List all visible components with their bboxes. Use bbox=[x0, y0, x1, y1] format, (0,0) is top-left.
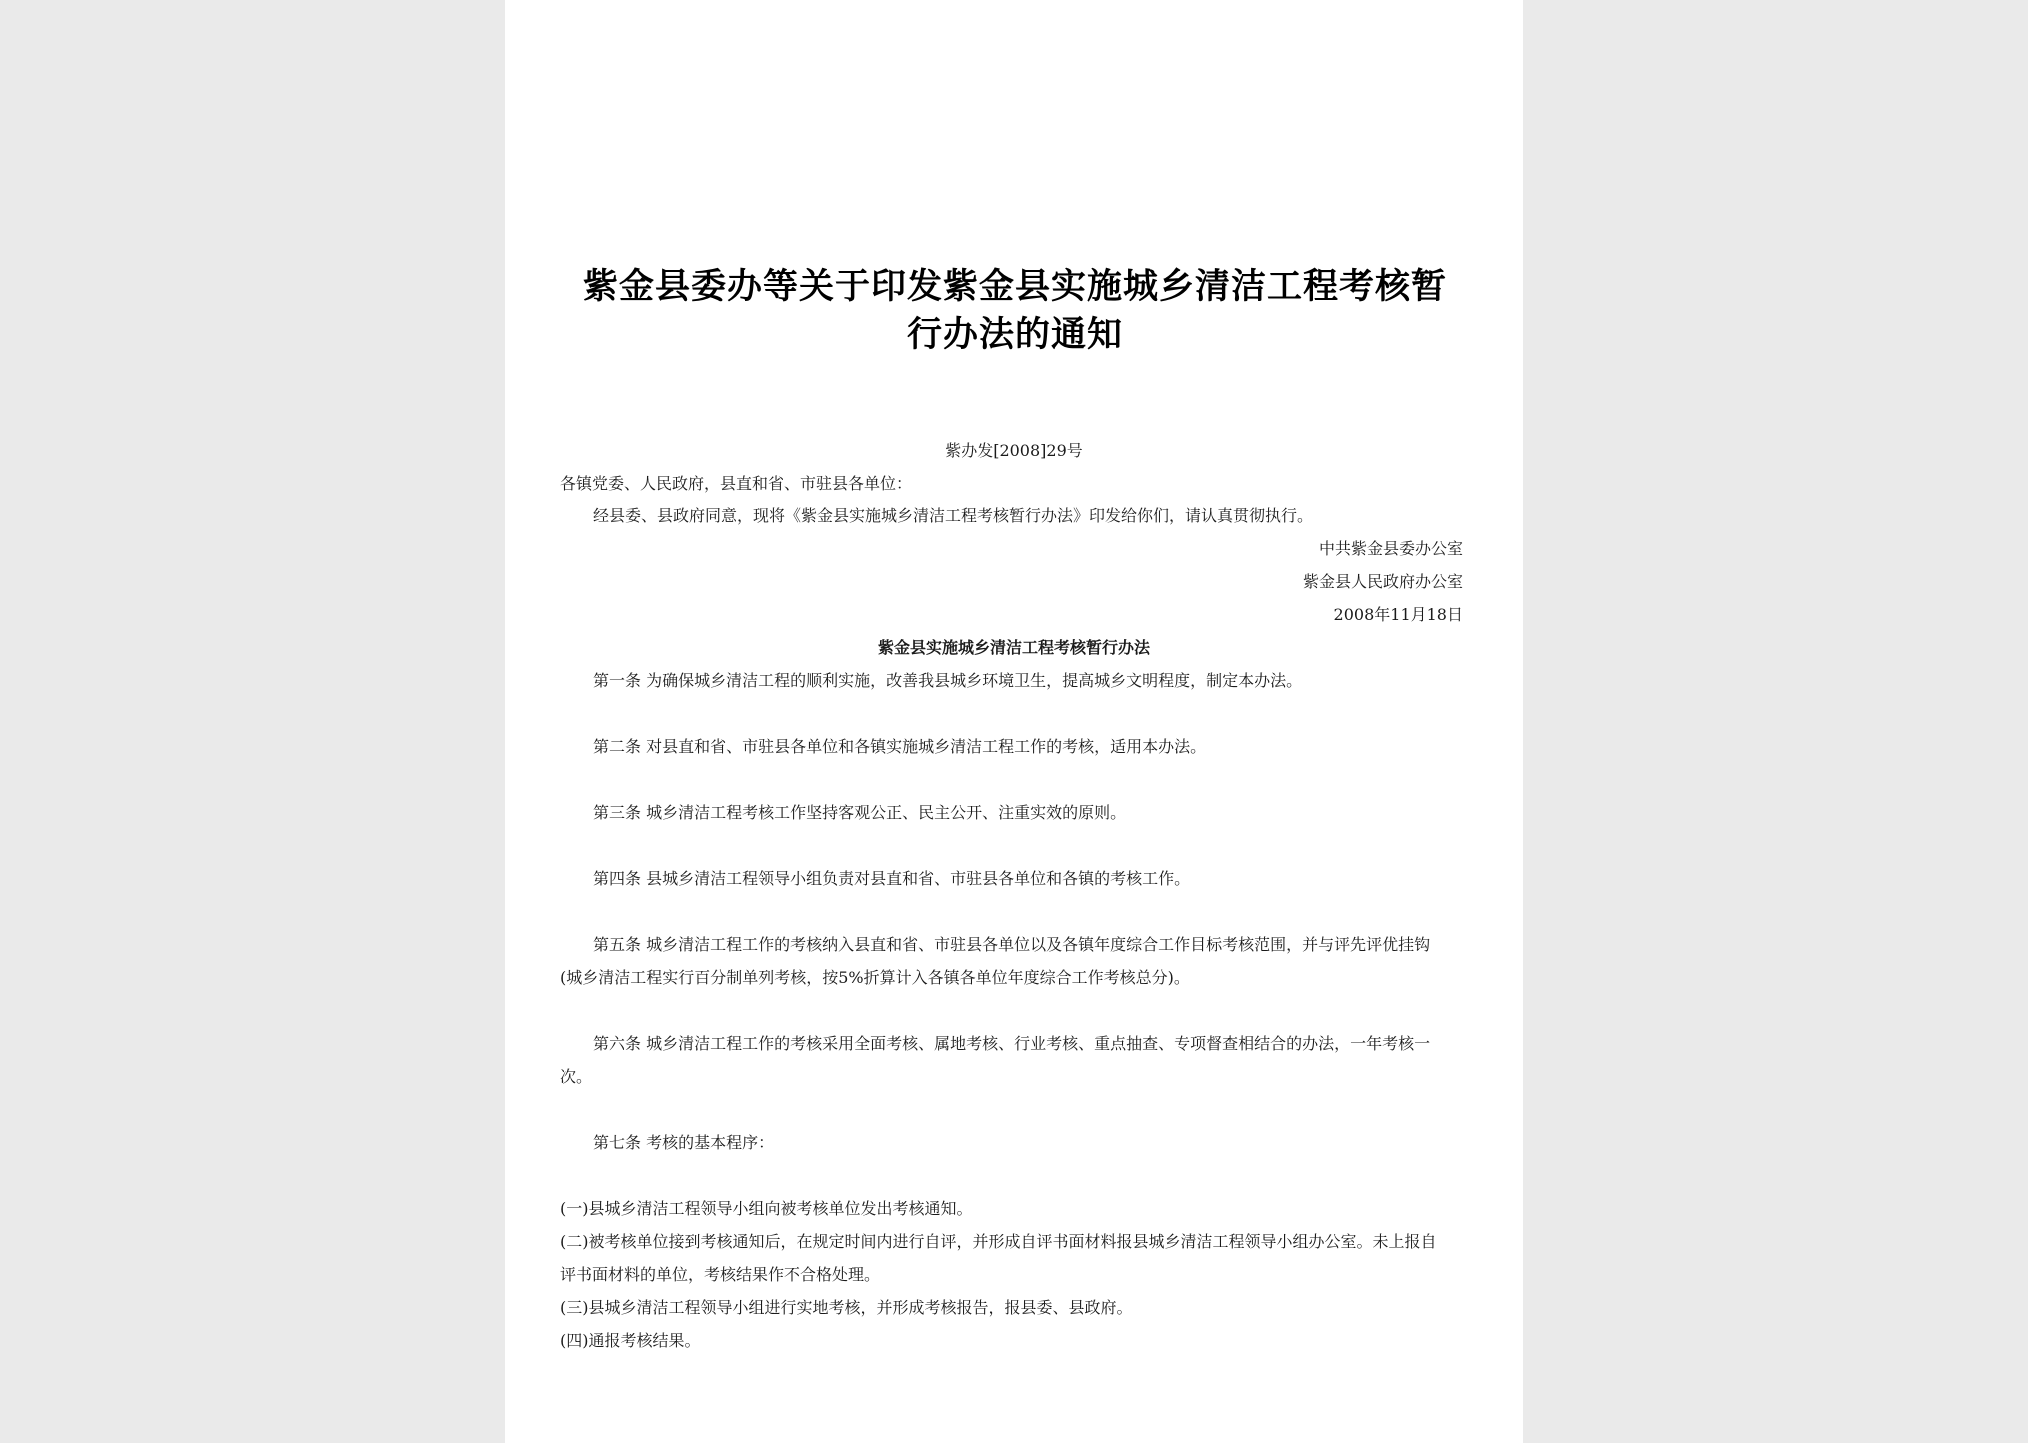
signer-party-office: 中共紫金县委办公室 bbox=[1318, 539, 1463, 558]
procedure-step-2-line-1: (二)被考核单位接到考核通知后，在规定时间内进行自评，并形成自评书面材料报县城乡清洁工程领导小组办公室。未上报自 bbox=[560, 1232, 1437, 1251]
article-5-line-2: (城乡清洁工程实行百分制单列考核，按5%折算计入各镇各单位年度综合工作考核总分)。 bbox=[560, 968, 1190, 987]
issue-date: 2008年11月18日 bbox=[1333, 605, 1463, 624]
procedure-step-3: (三)县城乡清洁工程领导小组进行实地考核，并形成考核报告，报县委、县政府。 bbox=[560, 1298, 1133, 1317]
article-3: 第三条 城乡清洁工程考核工作坚持客观公正、民主公开、注重实效的原则。 bbox=[593, 803, 1127, 822]
procedure-step-2-line-2: 评书面材料的单位，考核结果作不合格处理。 bbox=[560, 1265, 881, 1284]
document-title-line-1: 紫金县委办等关于印发紫金县实施城乡清洁工程考核暂 bbox=[582, 267, 1447, 307]
procedure-step-1: (一)县城乡清洁工程领导小组向被考核单位发出考核通知。 bbox=[560, 1199, 973, 1218]
article-7: 第七条 考核的基本程序： bbox=[593, 1133, 775, 1152]
article-2: 第二条 对县直和省、市驻县各单位和各镇实施城乡清洁工程工作的考核，适用本办法。 bbox=[593, 737, 1207, 756]
document-page bbox=[505, 0, 1523, 1443]
article-6-line-2: 次。 bbox=[560, 1067, 593, 1086]
procedure-step-4: (四)通报考核结果。 bbox=[560, 1331, 701, 1350]
document-number: 紫办发[2008]29号 bbox=[945, 441, 1083, 460]
addressee: 各镇党委、人民政府，县直和省、市驻县各单位： bbox=[560, 474, 913, 493]
article-4: 第四条 县城乡清洁工程领导小组负责对县直和省、市驻县各单位和各镇的考核工作。 bbox=[593, 869, 1191, 888]
measures-title: 紫金县实施城乡清洁工程考核暂行办法 bbox=[877, 638, 1150, 657]
article-6-line-1: 第六条 城乡清洁工程工作的考核采用全面考核、属地考核、行业考核、重点抽查、专项督查相结合的办法，一年考核一 bbox=[593, 1034, 1431, 1053]
article-1: 第一条 为确保城乡清洁工程的顺利实施，改善我县城乡环境卫生，提高城乡文明程度，制定本办法。 bbox=[593, 671, 1303, 690]
document-title-line-2: 行办法的通知 bbox=[906, 315, 1123, 355]
signer-government-office: 紫金县人民政府办公室 bbox=[1302, 572, 1463, 591]
article-5-line-1: 第五条 城乡清洁工程工作的考核纳入县直和省、市驻县各单位以及各镇年度综合工作目标考核范围，并与评先评优挂钩 bbox=[593, 935, 1431, 954]
intro-paragraph: 经县委、县政府同意，现将《紫金县实施城乡清洁工程考核暂行办法》印发给你们，请认真贯彻执行。 bbox=[593, 506, 1314, 525]
